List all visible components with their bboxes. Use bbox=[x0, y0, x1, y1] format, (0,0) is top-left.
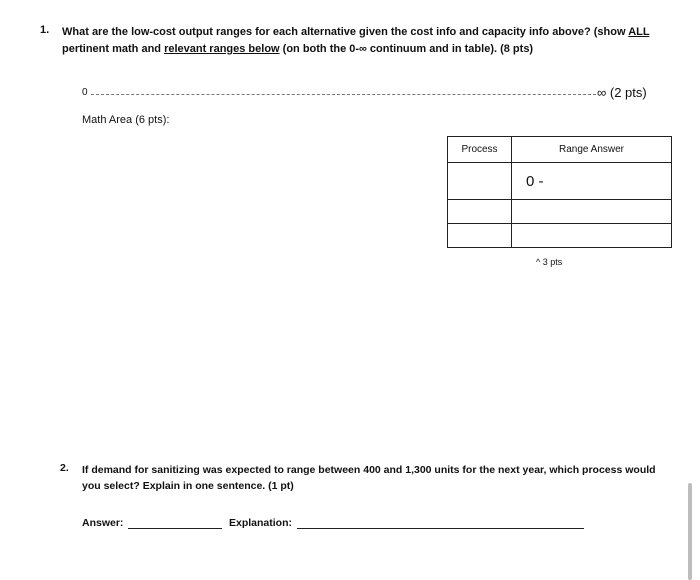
question-1-text-part3: (on both the 0-∞ continuum and in table). (8 pts) bbox=[279, 43, 534, 55]
question-2-text: If demand for sanitizing was expected to range between 400 and 1,300 units for the next year, which process would you select? Explain in one sentence. (1 pt) bbox=[82, 464, 656, 492]
table-cell-process[interactable] bbox=[448, 200, 512, 224]
table-cell-range[interactable] bbox=[512, 200, 672, 224]
explanation-blank[interactable] bbox=[297, 528, 584, 529]
table-row bbox=[448, 224, 672, 248]
answer-label: Answer: bbox=[82, 517, 124, 529]
question-1-text-all: ALL bbox=[628, 26, 650, 38]
table-cell-process[interactable] bbox=[448, 224, 512, 248]
question-2-number: 2. bbox=[60, 462, 69, 474]
table-cell-range[interactable] bbox=[512, 224, 672, 248]
question-1-text-part2: pertinent math and bbox=[62, 43, 165, 55]
continuum-line[interactable] bbox=[91, 94, 596, 95]
answer-blank[interactable] bbox=[128, 528, 222, 529]
question-1-text-relevant: relevant ranges below bbox=[164, 43, 280, 55]
vertical-scrollbar[interactable] bbox=[688, 483, 692, 580]
continuum-start-label: 0 bbox=[82, 87, 88, 98]
question-1-text-part1: What are the low-cost output ranges for each alternative given the cost info and capacity info above? (show bbox=[62, 26, 629, 38]
table-points-label: ^ 3 pts bbox=[536, 257, 563, 267]
table-row bbox=[448, 163, 672, 200]
math-area-label: Math Area (6 pts): bbox=[82, 114, 170, 126]
table-header-process: Process bbox=[448, 137, 512, 163]
explanation-label: Explanation: bbox=[229, 517, 293, 529]
table-cell-range[interactable]: 0 - bbox=[512, 163, 672, 200]
continuum-end-label: ∞ (2 pts) bbox=[597, 85, 647, 100]
question-1-number: 1. bbox=[40, 24, 50, 36]
question-1-text bbox=[62, 24, 662, 58]
table-cell-process[interactable] bbox=[448, 163, 512, 200]
table-header-range-answer: Range Answer bbox=[512, 137, 672, 163]
range-answer-table bbox=[447, 136, 672, 248]
table-row bbox=[448, 200, 672, 224]
